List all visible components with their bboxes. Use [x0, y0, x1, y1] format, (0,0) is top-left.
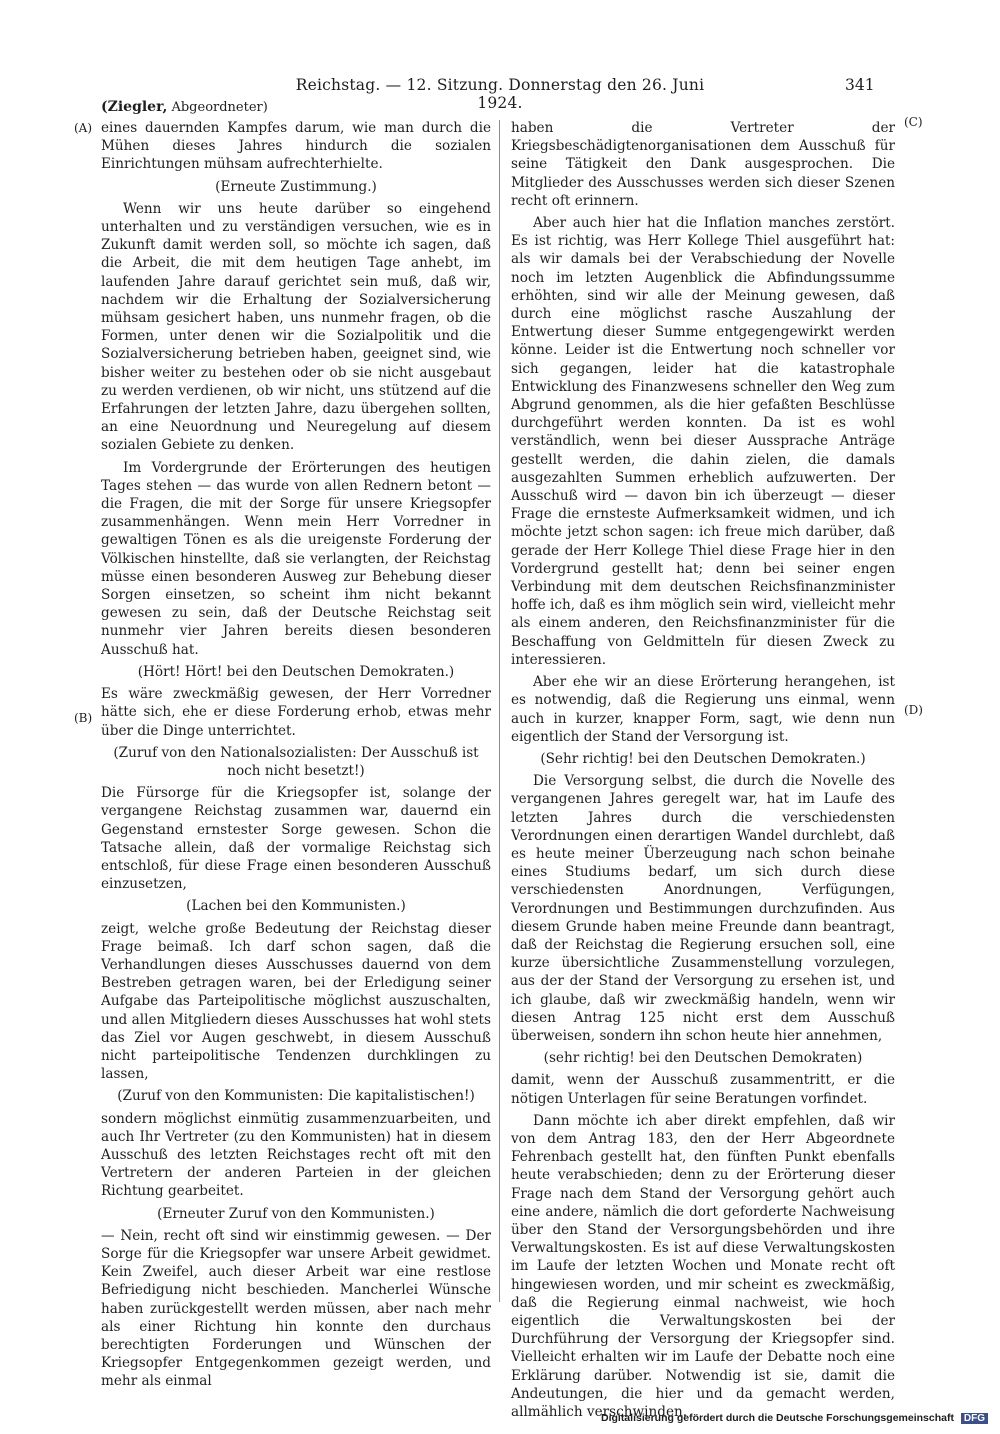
paragraph: Wenn wir uns heute darüber so eingehend unterhalten und zu verständigen versuchen, wie es in Zukunft damit werden soll, so möchte ich sagen, daß die Arbeit, die mit dem heutigen Tage anhebt, im laufenden Jahre darauf gerichtet sein muß, daß wir, nachdem wir die Erhaltung der Sozialversicherung mühsam gesichert haben, uns nunmehr fragen, ob die Formen, unter denen wir die Sozialpolitik und die Sozialversicherung betrieben haben, geeignet sind, wie bisher weiter zu bestehen oder ob sie nicht ausgebaut zu werden verdienen, ob wir nicht, uns stützend auf die Erfahrungen der letzten Jahre, dazu übergehen sollten, an eine Neuordnung und Neuregelung auf diesem sozialen Gebiete zu denken. [101, 200, 491, 454]
interjection: (Zuruf von den Nationalsozialisten: Der Ausschuß ist noch nicht besetzt!) [113, 744, 479, 779]
paragraph: Es wäre zweckmäßig gewesen, der Herr Vorredner hätte sich, ehe er diese Forderung erhob, etwas mehr über die Dinge unterrichtet. [101, 686, 491, 739]
running-title: Reichstag. — 12. Sitzung. Donnerstag den 26. Juni 1924. [295, 76, 705, 112]
paragraph: zeigt, welche große Bedeutung der Reichstag dieser Frage beimaß. Ich darf schon sagen, daß die Verhandlungen dieses Ausschusses dauernd von dem Bestreben getragen waren, bei der Erledigung seiner Aufgabe das Parteipolitische möglichst auszuschalten, und allen Mitgliedern dieses Ausschusses hat wohl stets das Ziel vor Augen geschwebt, in diesem Ausschuß nicht parteipolitische Tendenzen durchklingen zu lassen, [101, 920, 491, 1083]
paragraph: Die Fürsorge für die Kriegsopfer ist, solange der vergangene Reichstag zusammen war, dauernd ein Gegenstand ernstester Sorge gewesen. Schon die Tatsache allein, daß der vormalige Reichstag sich entschloß, für diese Frage einen besonderen Ausschuß einzusetzen, [101, 785, 491, 893]
interjection: (Lachen bei den Kommunisten.) [186, 898, 406, 915]
column-divider [499, 120, 500, 1302]
paragraph: — Nein, recht oft sind wir einstimmig gewesen. — Der Sorge für die Kriegsopfer war unsere Arbeit gewidmet. Kein Zweifel, auch dieser Arbeit war eine restlose Befriedigung nicht beschieden. Mancherlei Wünsche haben zurückgestellt werden müssen, aber nach mehr als einer Richtung hin konnte den durchaus berechtigten Forderungen und Wünschen der Kriegsopfer Entgegenkommen gezeigt werden, und mehr als einmal [101, 1227, 491, 1390]
right-column [511, 119, 895, 1425]
margin-mark-a: (A) [74, 121, 93, 135]
interjection: (Erneuter Zuruf von den Kommunisten.) [157, 1205, 435, 1222]
interjection: (Zuruf von den Kommunisten: Die kapitalistischen!) [117, 1088, 475, 1105]
footer-text: Digitalisierung gefördert durch die Deutsche Forschungsgemeinschaft [600, 1412, 954, 1424]
interjection: (Erneute Zustimmung.) [215, 178, 377, 195]
paragraph: haben die Vertreter der Kriegsbeschädigtenorganisationen dem Ausschuß für seine Tätigkeit den Dank ausgesprochen. Die Mitglieder des Ausschusses werden sich dieser Szenen recht oft erinnern. [511, 120, 895, 209]
speaker-role: Abgeordneter) [171, 100, 268, 115]
paragraph: Die Versorgung selbst, die durch die Novelle des vergangenen Jahres geregelt war, hat im Laufe des letzten Jahres durch die verschiedensten Verordnungen einen derartigen Wandel durchlebt, daß es heute meiner Überzeugung nach schon beinahe eines Studiums bedarf, um sich durch diese verschiedensten Anordnungen, Verfügungen, Verordnungen und Bestimmungen durchzufinden. Aus diesem Grunde haben meine Freunde dann beantragt, daß der Reichstag die Regierung ersuchen soll, eine kurze übersichtliche Zusammenstellung vorzulegen, aus der der Stand der Versorgung zu ersehen ist, und ich glaube, daß wir zweckmäßig handeln, wenn wir diesen Antrag 125 nicht erst dem Ausschuß überweisen, sondern ihn schon heute hier annehmen, [511, 773, 895, 1044]
speaker-name: (Ziegler, [101, 99, 168, 115]
paragraph: Aber ehe wir an diese Erörterung herangehen, ist es notwendig, daß die Regierung uns einmal, wenn auch in kurzer, knapper Form, sagt, wie denn nun eigentlich der Stand der Versorgung ist. [511, 674, 895, 745]
paragraph: Dann möchte ich aber direkt empfehlen, daß wir von dem Antrag 183, den der Herr Abgeordnete Fehrenbach gestellt hat, den fünften Punkt ebenfalls heute verabschieden; denn zu der Erörterung dieser Frage nach dem Stand der Versorgung gehört auch eine andere, nämlich die dort geforderte Nachweisung über den Stand der Versorgungsbehörden und ihre Verwaltungskosten. Es ist auf diese Verwaltungskosten im Laufe der letzten Wochen und Monate recht oft hingewiesen worden, und mir scheint es zweckmäßig, daß die Regierung einmal nachweist, wie hoch eigentlich die Verwaltungskosten bei der Durchführung der Versorgung der Kriegsopfer sind. Vielleicht erhalten wir im Laufe der Debatte noch eine Erklärung darüber. Notwendig ist sie, damit die Andeutungen, die hier und da gemacht werden, allmählich verschwinden. [511, 1112, 895, 1421]
paragraph: sondern möglichst einmütig zusammenzuarbeiten, und auch Ihr Vertreter (zu den Kommunisten) hat in diesem Ausschuß des letzten Reichstages recht oft mit den Vertretern der anderen Parteien in der gleichen Richtung gearbeitet. [101, 1110, 491, 1200]
margin-mark-c: (C) [904, 115, 923, 129]
margin-mark-d: (D) [904, 703, 923, 717]
interjection: (Hört! Hört! bei den Deutschen Demokraten.) [137, 663, 455, 680]
dfg-logo: DFG [961, 1413, 988, 1424]
speaker-label [101, 99, 268, 115]
interjection: (Sehr richtig! bei den Deutschen Demokraten.) [540, 750, 866, 767]
interjection: (sehr richtig! bei den Deutschen Demokraten) [543, 1050, 863, 1067]
paragraph: Aber auch hier hat die Inflation manches zerstört. Es ist richtig, was Herr Kollege Thiel ausgeführt hat: als wir damals bei der Verabschiedung der Novelle noch im letzten Augenblick die Abfindungssumme erhöhten, sind wir alle der Meinung gewesen, daß durch eine möglichst rasche Auszahlung der Entwertung dieser Summe entgegengewirkt werden könne. Leider ist die Entwertung noch schneller vor sich gegangen, leider hat die katastrophale Entwicklung des Finanzwesens schneller den Weg zum Abgrund genommen, als die hier gefaßten Beschlüsse durchgeführt werden konnten. Da ist es wohl verständlich, wenn bei dieser Aussprache Anträge gestellt werden, die dahin zielen, die damals ausgezahlten Summen erheblich aufzuwerten. Der Ausschuß wird — davon bin ich überzeugt — dieser Frage die ernsteste Aufmerksamkeit widmen, und ich möchte jetzt schon sagen: ich freue mich darüber, daß gerade der Herr Kollege Thiel diese Frage hier in den Vordergrund gestellt hat; denn bei seiner engen Verbindung mit dem deutschen Reichsfinanzminister hoffe ich, daß es ihm möglich sein wird, vielleicht mehr als einem anderen, den Reichsfinanzminister für die Beschaffung von Geldmitteln für diesen Zweck zu interessieren. [511, 215, 895, 668]
page-number: 341 [845, 76, 875, 94]
footer-credit [601, 1412, 988, 1424]
paragraph: Im Vordergrunde der Erörterungen des heutigen Tages stehen — das wurde von allen Rednern betont — die Fragen, die mit der Sorge für unsere Kriegsopfer zusammenhängen. Wenn mein Herr Vorredner in gewaltigen Tönen es als die ureigenste Forderung der Völkischen hinstellte, daß sie verlangten, der Reichstag müsse einen besonderen Ausweg zur Behebung dieser Sorgen einsetzen, so scheint ihm nicht bekannt gewesen zu sein, daß der Deutsche Reichstag seit nunmehr vier Jahren bereits diesen besonderen Ausschuß hat. [101, 459, 491, 658]
paragraph: eines dauernden Kampfes darum, wie man durch die Mühen dieses Jahres hindurch die sozialen Einrichtungen mühsam aufrechterhielte. [101, 120, 491, 173]
left-column [101, 119, 491, 1395]
margin-mark-b: (B) [74, 711, 93, 725]
paragraph: damit, wenn der Ausschuß zusammentritt, er die nötigen Unterlagen für seine Beratungen vorfindet. [511, 1072, 895, 1107]
